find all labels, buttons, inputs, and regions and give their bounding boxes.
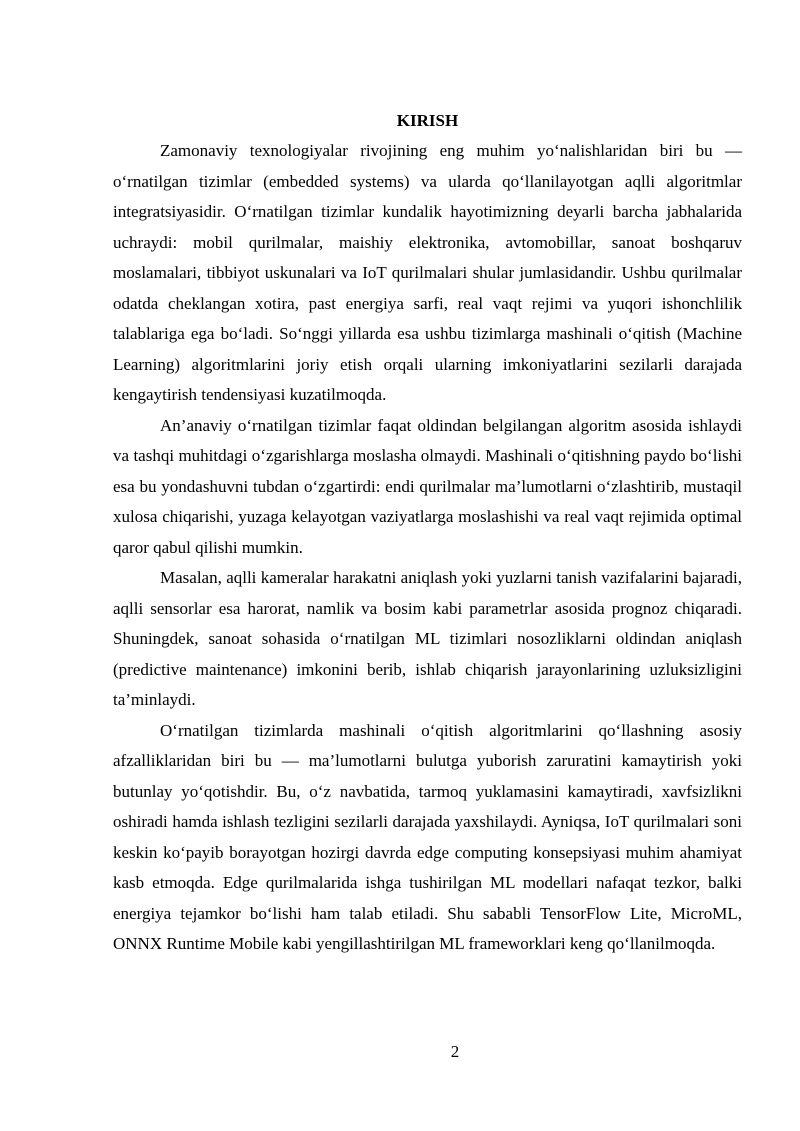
paragraph-advantages: O‘rnatilgan tizimlarda mashinali o‘qitish algoritmlarini qo‘llashning asosiy afzalliklaridan biri bu — ma’lumotlarni bulutga yuborish zaruratini kamaytirish yoki butunlay yo‘qotishdir. Bu, o‘z navbatida, tarmoq yuklamasini kamaytiradi, xavfsizlikni oshiradi hamda ishlash tezligini sezilarli darajada yaxshilaydi. Ayniqsa, IoT qurilmalari soni keskin ko‘payib borayotgan hozirgi davrda edge computing konsepsiyasi muhim ahamiyat kasb etmoqda. Edge qurilmalarida ishga tushirilgan ML modellari nafaqat tezkor, balki energiya tejamkor bo‘lishi ham talab etiladi. Shu sababli TensorFlow Lite, MicroML, ONNX Runtime Mobile kabi yengillashtirilgan ML frameworklari keng qo‘llanilmoqda. <box>113 720 742 953</box>
paragraph-traditional-systems: An’anaviy o‘rnatilgan tizimlar faqat oldindan belgilangan algoritm asosida ishlaydi va tashqi muhitdagi o‘zgarishlarga moslasha olmaydi. Mashinali o‘qitishning paydo bo‘lishi esa bu yondashuvni tubdan o‘zgartirdi: endi qurilmalar ma’lumotlarni o‘zlashtirib, mustaqil xulosa chiqarishi, yuzaga kelayotgan vaziyatlarga moslashishi va real vaqt rejimida optimal qaror qabul qilishi mumkin. <box>113 415 742 557</box>
section-heading: KIRISH <box>396 111 459 130</box>
paragraph-examples: Masalan, aqlli kameralar harakatni aniqlash yoki yuzlarni tanish vazifalarini bajaradi, aqlli sensorlar esa harorat, namlik va bosim kabi parametrlar asosida prognoz chiqaradi. Shuningdek, sanoat sohasida o‘rnatilgan ML tizimlari nosozliklarni oldindan aniqlash (predictive maintenance) imkonini berib, ishlab chiqarish jarayonlarining uzluksizligini ta’minlaydi. <box>113 568 742 709</box>
page-number: 2 <box>450 1042 460 1061</box>
document-page <box>113 106 742 960</box>
paragraph-intro: Zamonaviy texnologiyalar rivojining eng muhim yo‘nalishlaridan biri bu — o‘rnatilgan tizimlar (embedded systems) va ularda qo‘llanilayotgan aqlli algoritmlar integratsiyasidir. O‘rnatilgan tizimlar kundalik hayotimizning deyarli barcha jabhalarida uchraydi: mobil qurilmalar, maishiy elektronika, avtomobillar, sanoat boshqaruv moslamalari, tibbiyot uskunalari va IoT qurilmalari shular jumlasidandir. Ushbu qurilmalar odatda cheklangan xotira, past energiya sarfi, real vaqt rejimi va yuqori ishonchlilik talablariga ega bo‘ladi. So‘nggi yillarda esa ushbu tizimlarga mashinali o‘qitish (Machine Learning) algoritmlarini joriy etish orqali ularning imkoniyatlarini sezilarli darajada kengaytirish tendensiyasi kuzatilmoqda. <box>113 141 742 404</box>
